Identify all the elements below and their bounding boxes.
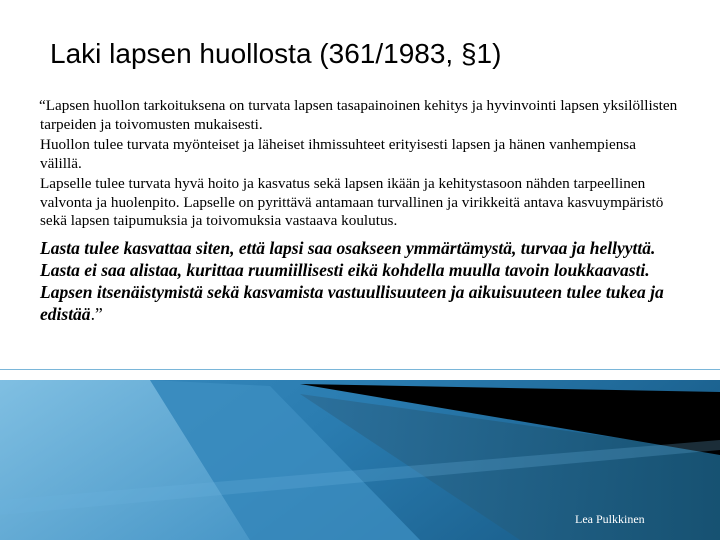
footer-author: Lea Pulkkinen [575,512,645,526]
law-text [40,97,680,325]
emphasis-text: Lasta tulee kasvattaa siten, että lapsi saa osakseen ymmärtämystä, turvaa ja hellyyttä. Lasta ei saa alistaa, kurittaa ruumiillisesti eikä kohdella muulla tavoin loukkaavasti. Lapsen itsenäistymistä sekä kasvamista vastuullisuuteen ja aikuisuuteen tulee tukea ja edistää [40,237,664,324]
quote-close: .” [90,303,103,324]
divider-line [0,369,720,370]
paragraph-relationships: Huollon tulee turvata myönteiset ja läheiset ihmissuhteet erityisesti lapsen ja hänen vanhempiensa välillä. [40,136,636,172]
paragraph-purpose: “Lapsen huollon tarkoituksena on turvata lapsen tasapainoinen kehitys ja hyvinvointi lapsen yksilöllisten tarpeiden ja toivomusten mukaisesti. [39,97,678,133]
slide-title: Laki lapsen huollosta (361/1983, §1) [50,38,502,69]
paragraph-care: Lapselle tulee turvata hyvä hoito ja kasvatus sekä lapsen ikään ja kehitystasoon nähden tarpeellinen valvonta ja huolenpito. Lapselle on pyrittävä antamaan turvallinen ja virikkeitä antava kasvuympäristö sekä lapsen taipumuksia ja toivomuksia vastaava koulutus. [40,175,664,229]
paragraph-upbringing [40,237,690,325]
